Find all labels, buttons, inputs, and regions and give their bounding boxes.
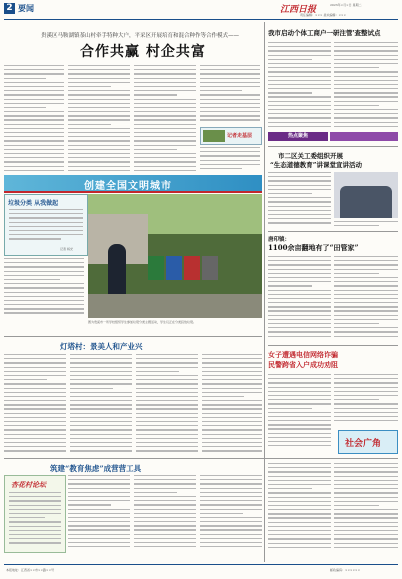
- bottom-logo-body: [9, 492, 61, 548]
- bottom-rule: [4, 458, 398, 459]
- column-divider: [264, 22, 265, 562]
- right-mid-title2: “生态道德教育”讲课堂宣讲活动: [270, 161, 362, 169]
- social-stamp-text: 社会广角: [345, 439, 382, 449]
- right-mid-body-d: [334, 256, 398, 342]
- photo-bin-blue: [166, 256, 182, 280]
- bottom-logo-box: [4, 475, 66, 553]
- middle-body-col2: [70, 354, 132, 454]
- right-mid-photo-people: [340, 186, 392, 218]
- right-mid-title6: 民警跨省入户成功劝阻: [268, 360, 338, 369]
- bottom-body-col1: [68, 475, 130, 551]
- right-mid-body-c: [268, 256, 331, 342]
- header-editor: 责任编辑：××× 美术编辑：×××: [300, 13, 347, 17]
- bottom-headline: 筑建“教育焦虑”成营营工具: [50, 464, 142, 473]
- left-box: [4, 194, 88, 256]
- header-rule: [4, 19, 398, 20]
- page-number-badge: 2: [4, 3, 15, 14]
- footer-rule: [4, 564, 398, 565]
- footer-left: 本报地址：江西省××市××路××号: [6, 568, 55, 572]
- right-mid-rule1: [268, 231, 398, 232]
- right-mid-title4: 1100余亩翻地有了“田管家”: [268, 243, 359, 252]
- social-stamp: [338, 430, 398, 454]
- middle-rule: [4, 336, 262, 337]
- right-top-body-a: [268, 42, 331, 130]
- middle-body-col1: [4, 354, 66, 454]
- lead-kicker: 贵溪区马鞍湖镇茶山村牵手特种大户，平采区开展培育和混合种作等合作模式——: [40, 33, 239, 39]
- bottom-logo-text: 杏花村论坛: [11, 480, 46, 489]
- bottom-body-col5: [334, 463, 398, 551]
- lead-body-col4: [200, 65, 260, 123]
- right-top-body-b: [334, 42, 398, 130]
- footer-right: 邮政编码：××××××: [330, 568, 361, 572]
- bottom-body-col2: [134, 475, 196, 551]
- photo-ground: [88, 294, 262, 318]
- middle-body-col3: [136, 354, 198, 454]
- photo-bin-red: [184, 256, 200, 280]
- right-top-rule: [268, 146, 398, 147]
- left-box-headline: 垃圾分类 从我做起: [8, 200, 59, 207]
- bottom-body-col3: [200, 475, 262, 551]
- lead-body-col2: [68, 65, 130, 173]
- middle-body-col4: [202, 354, 262, 454]
- lead-body-col4b: [200, 147, 260, 173]
- right-top-badge: 热点聚焦: [268, 132, 328, 141]
- masthead-logo: 江西日报: [280, 5, 317, 15]
- left-box-byline: 记者 杨光: [60, 247, 73, 251]
- right-mid-title3: 唐印镇：: [268, 237, 291, 243]
- right-top-badge-strip: [330, 132, 398, 141]
- right-mid-title5: 女子遭遇电信网络诈骗: [268, 350, 338, 359]
- lead-body-col3: [134, 65, 196, 173]
- photo-bin-gray: [202, 256, 218, 280]
- campaign-banner: [4, 175, 262, 193]
- ad-photo: [203, 130, 225, 142]
- right-mid-body-e: [268, 374, 331, 454]
- middle-headline: 灯塔村：景美人和产业兴: [60, 342, 143, 351]
- ad-strip: [200, 127, 262, 145]
- garbage-sorting-photo: [88, 194, 262, 318]
- ad-strip-text: 记者走基层: [227, 133, 253, 139]
- lead-body-col1: [4, 65, 64, 173]
- right-top-headline: 我市启动个体工商户一研注管'查整试点: [268, 29, 381, 37]
- left-box-body: [9, 209, 83, 245]
- lead-headline: 合作共赢 村企共富: [80, 44, 206, 60]
- header-date: 2023年×月×日 星期二: [330, 3, 362, 7]
- right-mid-photo: [334, 172, 398, 218]
- campaign-banner-text: 创建全国文明城市: [84, 181, 172, 192]
- section-label: 要闻: [18, 4, 34, 13]
- left-col-body: [4, 258, 84, 318]
- photo-caption: 图为贵溪市一所学校组织学生参加垃圾分类主题活动，学生们正在分类投放垃圾。: [88, 320, 197, 324]
- right-mid-body-a: [268, 172, 331, 227]
- bottom-body-col4: [268, 463, 331, 551]
- photo-bin-green: [148, 256, 164, 280]
- right-mid-body-b: [334, 221, 398, 231]
- right-mid-rule2: [268, 345, 398, 346]
- right-mid-title1: 市二区关工委组织开展: [278, 152, 343, 160]
- right-mid-body-f: [334, 374, 398, 426]
